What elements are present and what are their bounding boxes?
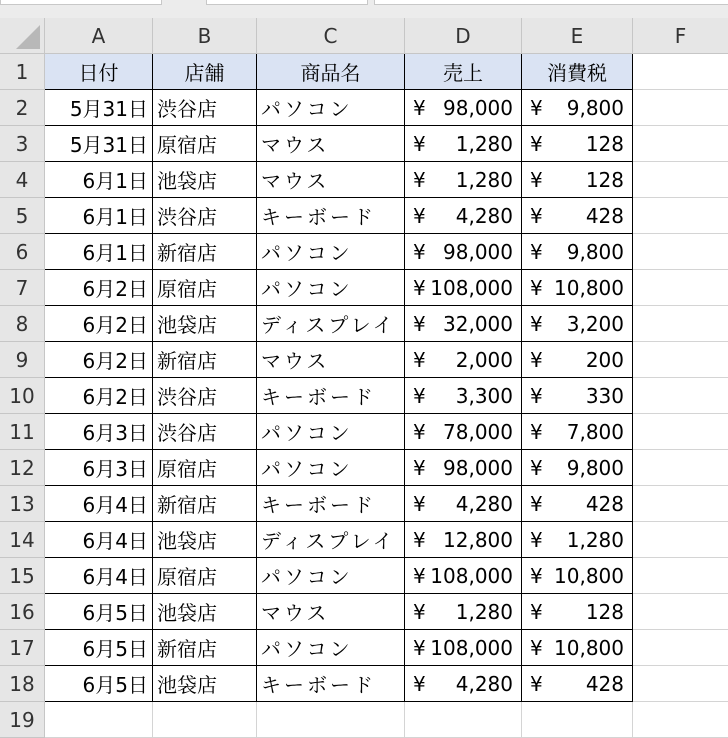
- sales-cell[interactable]: [405, 90, 522, 126]
- date-cell[interactable]: 6月1日: [45, 162, 153, 198]
- tax-cell[interactable]: [522, 126, 633, 162]
- sales-value: 1,280: [455, 131, 513, 156]
- currency-symbol: ¥: [413, 599, 426, 624]
- date-cell[interactable]: 6月4日: [45, 522, 153, 558]
- tax-cell[interactable]: [522, 486, 633, 522]
- tax-value: 10,800: [554, 635, 624, 660]
- sales-value: 4,280: [455, 671, 513, 696]
- date-cell[interactable]: 5月31日: [45, 126, 153, 162]
- product-cell[interactable]: マウス: [257, 162, 405, 198]
- sales-value: 4,280: [455, 203, 513, 228]
- store-cell[interactable]: 池袋店: [153, 162, 257, 198]
- currency-symbol: ¥: [413, 131, 426, 156]
- currency-symbol: ¥: [413, 203, 426, 228]
- row-header[interactable]: 2: [0, 90, 45, 126]
- product-cell[interactable]: パソコン: [257, 90, 405, 126]
- spreadsheet-grid[interactable]: [0, 18, 728, 738]
- empty-cell[interactable]: [522, 702, 633, 738]
- formula-bar-segment[interactable]: [206, 0, 368, 5]
- empty-cell[interactable]: [633, 594, 728, 630]
- row-header[interactable]: 9: [0, 342, 45, 378]
- currency-symbol: ¥: [413, 635, 426, 660]
- empty-cell[interactable]: [633, 54, 728, 90]
- row-header[interactable]: 14: [0, 522, 45, 558]
- tax-value: 9,800: [566, 455, 624, 480]
- product-cell[interactable]: キーボード: [257, 378, 405, 414]
- date-cell[interactable]: 6月2日: [45, 306, 153, 342]
- currency-symbol: ¥: [413, 491, 426, 516]
- empty-cell[interactable]: [633, 486, 728, 522]
- row-header[interactable]: 19: [0, 702, 45, 738]
- header-cell-store[interactable]: 店舗: [153, 54, 257, 90]
- tax-value: 128: [585, 167, 624, 192]
- empty-cell[interactable]: [633, 666, 728, 702]
- currency-symbol: ¥: [413, 563, 426, 588]
- tax-value: 3,200: [566, 311, 624, 336]
- empty-cell[interactable]: [633, 90, 728, 126]
- empty-cell[interactable]: [633, 702, 728, 738]
- product-cell[interactable]: ディスプレイ: [257, 306, 405, 342]
- currency-symbol: ¥: [530, 311, 543, 336]
- sales-cell[interactable]: [405, 558, 522, 594]
- product-cell[interactable]: ディスプレイ: [257, 522, 405, 558]
- date-cell[interactable]: 6月5日: [45, 630, 153, 666]
- currency-symbol: ¥: [530, 203, 543, 228]
- column-header-b[interactable]: B: [153, 18, 257, 54]
- sales-value: 1,280: [455, 167, 513, 192]
- store-cell[interactable]: 池袋店: [153, 594, 257, 630]
- tax-value: 10,800: [554, 275, 624, 300]
- currency-symbol: ¥: [413, 95, 426, 120]
- sales-value: 98,000: [443, 239, 513, 264]
- tax-cell[interactable]: [522, 234, 633, 270]
- store-cell[interactable]: 渋谷店: [153, 414, 257, 450]
- sales-cell[interactable]: [405, 198, 522, 234]
- empty-cell[interactable]: [633, 558, 728, 594]
- sales-cell[interactable]: [405, 126, 522, 162]
- header-cell-date[interactable]: 日付: [45, 54, 153, 90]
- tax-cell[interactable]: [522, 270, 633, 306]
- currency-symbol: ¥: [530, 527, 543, 552]
- tax-value: 428: [585, 671, 624, 696]
- tax-cell[interactable]: [522, 558, 633, 594]
- tax-cell[interactable]: [522, 306, 633, 342]
- toolbar-strip: [0, 0, 728, 18]
- column-header-f[interactable]: F: [633, 18, 728, 54]
- currency-symbol: ¥: [530, 635, 543, 660]
- tax-value: 10,800: [554, 563, 624, 588]
- sales-cell[interactable]: [405, 522, 522, 558]
- sales-value: 32,000: [443, 311, 513, 336]
- store-cell[interactable]: 原宿店: [153, 558, 257, 594]
- sales-value: 108,000: [430, 563, 513, 588]
- sales-value: 98,000: [443, 455, 513, 480]
- tax-cell[interactable]: [522, 378, 633, 414]
- row-header[interactable]: 1: [0, 54, 45, 90]
- date-cell[interactable]: 6月1日: [45, 198, 153, 234]
- sales-cell[interactable]: [405, 630, 522, 666]
- store-cell[interactable]: 新宿店: [153, 630, 257, 666]
- date-cell[interactable]: 6月3日: [45, 450, 153, 486]
- empty-cell[interactable]: [633, 234, 728, 270]
- empty-cell[interactable]: [633, 450, 728, 486]
- store-cell[interactable]: 新宿店: [153, 342, 257, 378]
- sales-cell[interactable]: [405, 450, 522, 486]
- sales-value: 108,000: [430, 275, 513, 300]
- date-cell[interactable]: 6月2日: [45, 342, 153, 378]
- row-header[interactable]: 11: [0, 414, 45, 450]
- header-cell-product[interactable]: 商品名: [257, 54, 405, 90]
- empty-cell[interactable]: [633, 306, 728, 342]
- store-cell[interactable]: 原宿店: [153, 270, 257, 306]
- date-cell[interactable]: 6月3日: [45, 414, 153, 450]
- sales-value: 4,280: [455, 491, 513, 516]
- empty-cell[interactable]: [633, 270, 728, 306]
- currency-symbol: ¥: [530, 131, 543, 156]
- currency-symbol: ¥: [530, 599, 543, 624]
- currency-symbol: ¥: [530, 491, 543, 516]
- empty-cell[interactable]: [633, 198, 728, 234]
- date-cell[interactable]: 6月4日: [45, 486, 153, 522]
- tax-cell[interactable]: [522, 162, 633, 198]
- empty-cell[interactable]: [633, 126, 728, 162]
- sales-cell[interactable]: [405, 162, 522, 198]
- select-all-corner[interactable]: [0, 18, 45, 54]
- tax-cell[interactable]: [522, 522, 633, 558]
- sales-cell[interactable]: [405, 234, 522, 270]
- tax-cell[interactable]: [522, 450, 633, 486]
- tax-value: 9,800: [566, 239, 624, 264]
- empty-cell[interactable]: [633, 162, 728, 198]
- row-header[interactable]: 8: [0, 306, 45, 342]
- currency-symbol: ¥: [530, 383, 543, 408]
- date-cell[interactable]: 6月4日: [45, 558, 153, 594]
- tax-cell[interactable]: [522, 198, 633, 234]
- store-cell[interactable]: 池袋店: [153, 306, 257, 342]
- tax-cell[interactable]: [522, 342, 633, 378]
- currency-symbol: ¥: [530, 167, 543, 192]
- store-cell[interactable]: 池袋店: [153, 666, 257, 702]
- currency-symbol: ¥: [530, 347, 543, 372]
- row-header[interactable]: 18: [0, 666, 45, 702]
- tax-value: 428: [585, 203, 624, 228]
- sales-cell[interactable]: [405, 594, 522, 630]
- currency-symbol: ¥: [413, 383, 426, 408]
- product-cell[interactable]: パソコン: [257, 234, 405, 270]
- currency-symbol: ¥: [530, 95, 543, 120]
- empty-cell[interactable]: [633, 342, 728, 378]
- currency-symbol: ¥: [530, 239, 543, 264]
- header-cell-tax[interactable]: 消費税: [522, 54, 633, 90]
- product-cell[interactable]: マウス: [257, 342, 405, 378]
- sales-value: 78,000: [443, 419, 513, 444]
- store-cell[interactable]: 渋谷店: [153, 90, 257, 126]
- product-cell[interactable]: マウス: [257, 126, 405, 162]
- sales-value: 2,000: [455, 347, 513, 372]
- product-cell[interactable]: キーボード: [257, 198, 405, 234]
- row-header[interactable]: 15: [0, 558, 45, 594]
- currency-symbol: ¥: [413, 419, 426, 444]
- tax-value: 128: [585, 131, 624, 156]
- sales-value: 3,300: [455, 383, 513, 408]
- tax-cell[interactable]: [522, 594, 633, 630]
- sales-cell[interactable]: [405, 306, 522, 342]
- empty-cell[interactable]: [633, 630, 728, 666]
- currency-symbol: ¥: [530, 455, 543, 480]
- currency-symbol: ¥: [530, 563, 543, 588]
- store-cell[interactable]: 渋谷店: [153, 378, 257, 414]
- currency-symbol: ¥: [413, 671, 426, 696]
- row-header[interactable]: 5: [0, 198, 45, 234]
- store-cell[interactable]: 原宿店: [153, 450, 257, 486]
- store-cell[interactable]: 渋谷店: [153, 198, 257, 234]
- select-all-triangle-icon: [16, 25, 40, 49]
- currency-symbol: ¥: [413, 275, 426, 300]
- store-cell[interactable]: 新宿店: [153, 234, 257, 270]
- row-header[interactable]: 12: [0, 450, 45, 486]
- tax-value: 9,800: [566, 95, 624, 120]
- row-header[interactable]: 4: [0, 162, 45, 198]
- formula-bar[interactable]: [374, 0, 728, 5]
- sales-value: 98,000: [443, 95, 513, 120]
- empty-cell[interactable]: [257, 702, 405, 738]
- tax-cell[interactable]: [522, 666, 633, 702]
- empty-cell[interactable]: [153, 702, 257, 738]
- currency-symbol: ¥: [413, 455, 426, 480]
- product-cell[interactable]: パソコン: [257, 414, 405, 450]
- sales-cell[interactable]: [405, 486, 522, 522]
- empty-cell[interactable]: [633, 522, 728, 558]
- row-header[interactable]: 6: [0, 234, 45, 270]
- product-cell[interactable]: パソコン: [257, 270, 405, 306]
- product-cell[interactable]: パソコン: [257, 630, 405, 666]
- tax-cell[interactable]: [522, 90, 633, 126]
- tax-value: 428: [585, 491, 624, 516]
- sales-cell[interactable]: [405, 270, 522, 306]
- product-cell[interactable]: キーボード: [257, 486, 405, 522]
- tax-cell[interactable]: [522, 630, 633, 666]
- tax-value: 128: [585, 599, 624, 624]
- row-header[interactable]: 3: [0, 126, 45, 162]
- sales-value: 108,000: [430, 635, 513, 660]
- column-header-e[interactable]: E: [522, 18, 633, 54]
- date-cell[interactable]: 5月31日: [45, 90, 153, 126]
- column-header-a[interactable]: A: [45, 18, 153, 54]
- header-cell-sales[interactable]: 売上: [405, 54, 522, 90]
- empty-cell[interactable]: [405, 702, 522, 738]
- date-cell[interactable]: 6月5日: [45, 666, 153, 702]
- currency-symbol: ¥: [413, 347, 426, 372]
- tax-value: 200: [585, 347, 624, 372]
- column-header-c[interactable]: C: [257, 18, 405, 54]
- store-cell[interactable]: 池袋店: [153, 522, 257, 558]
- product-cell[interactable]: マウス: [257, 594, 405, 630]
- tax-cell[interactable]: [522, 414, 633, 450]
- currency-symbol: ¥: [530, 419, 543, 444]
- sales-value: 12,800: [443, 527, 513, 552]
- empty-cell[interactable]: [45, 702, 153, 738]
- tax-value: 330: [585, 383, 624, 408]
- currency-symbol: ¥: [530, 275, 543, 300]
- product-cell[interactable]: キーボード: [257, 666, 405, 702]
- product-cell[interactable]: パソコン: [257, 450, 405, 486]
- date-cell[interactable]: 6月5日: [45, 594, 153, 630]
- store-cell[interactable]: 原宿店: [153, 126, 257, 162]
- sales-cell[interactable]: [405, 342, 522, 378]
- store-cell[interactable]: 新宿店: [153, 486, 257, 522]
- currency-symbol: ¥: [413, 527, 426, 552]
- currency-symbol: ¥: [413, 167, 426, 192]
- currency-symbol: ¥: [530, 671, 543, 696]
- tax-value: 7,800: [566, 419, 624, 444]
- row-header[interactable]: 7: [0, 270, 45, 306]
- row-header[interactable]: 13: [0, 486, 45, 522]
- product-cell[interactable]: パソコン: [257, 558, 405, 594]
- empty-cell[interactable]: [633, 378, 728, 414]
- name-box[interactable]: [0, 0, 162, 5]
- sales-value: 1,280: [455, 599, 513, 624]
- tax-value: 1,280: [566, 527, 624, 552]
- sales-cell[interactable]: [405, 378, 522, 414]
- currency-symbol: ¥: [413, 239, 426, 264]
- sales-cell[interactable]: [405, 666, 522, 702]
- empty-cell[interactable]: [633, 414, 728, 450]
- currency-symbol: ¥: [413, 311, 426, 336]
- date-cell[interactable]: 6月2日: [45, 270, 153, 306]
- date-cell[interactable]: 6月2日: [45, 378, 153, 414]
- sales-cell[interactable]: [405, 414, 522, 450]
- column-header-d[interactable]: D: [405, 18, 522, 54]
- row-header[interactable]: 17: [0, 630, 45, 666]
- row-header[interactable]: 10: [0, 378, 45, 414]
- date-cell[interactable]: 6月1日: [45, 234, 153, 270]
- row-header[interactable]: 16: [0, 594, 45, 630]
